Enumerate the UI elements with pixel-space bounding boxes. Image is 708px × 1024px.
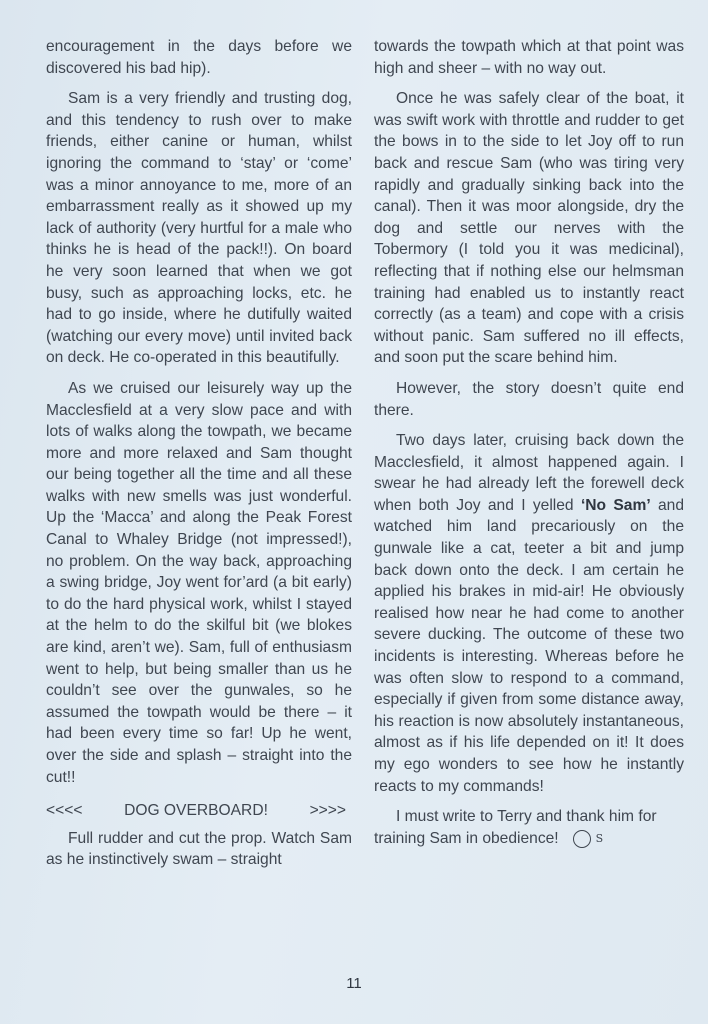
paragraph: However, the story doesn’t quite end there. (374, 379, 684, 419)
section-heading (46, 800, 352, 822)
left-column (46, 36, 352, 871)
bold-quote: ‘No Sam’ (580, 496, 651, 514)
end-mark-icon: S (573, 830, 591, 848)
paragraph-text: Two days later, cruising back down the Macclesfield, it almost happened again. I swear he had already left the forewell deck when both Joy and I yelled (374, 432, 684, 514)
heading-right-chevrons: >>>> (309, 802, 346, 820)
heading-text: DOG OVERBOARD! (124, 802, 268, 820)
paragraph: encouragement in the days before we discovered his bad hip). (46, 38, 352, 77)
paragraph-text: I must write to Terry and thank him for training Sam in obedience! (374, 808, 657, 847)
heading-left-chevrons: <<<< (46, 802, 83, 820)
paragraph: towards the towpath which at that point was high and sheer – with no way out. (374, 38, 684, 77)
right-column (374, 36, 684, 849)
paragraph (374, 806, 684, 849)
paragraph: Once he was safely clear of the boat, it was swift work with throttle and rudder to get the bows in to the side to let Joy off to run back and rescue Sam (who was tiring very rapidly and gradually sinking back into the canal). Then it was moor alongside, dry the dog and settle our nerves with the Tobermory (I told you it was medicinal), reflecting that if nothing else our helmsman training had enabled us to instantly react correctly (as a team) and cope with a crisis without panic. Sam suffered no ill effects, and soon put the scare behind him. (374, 90, 684, 367)
paragraph: As we cruised our leisurely way up the Macclesfield at a very slow pace and with lots of walks along the towpath, we became more and more relaxed and Sam thought our being together all the time and all these walks with new smells was just wonderful. Up the ‘Macca’ and along the Peak Forest Canal to Whaley Bridge (not impressed!), no problem. On the way back, approaching a swing bridge, Joy went for’ard (a bit early) to do the hard physical work, whilst I stayed at the helm to do the skilful bit (we blokes are kind, aren’t we). Sam, full of enthusiasm went to help, but being smaller than us he couldn’t see over the gunwales, so he assumed the towpath would be there – it had been every time so far! Up he went, over the side and splash – straight into the cut!! (46, 379, 352, 786)
paragraph-text: and watched him land precariously on the gunwale like a cat, teeter a bit and jump back down onto the deck. I am certain he applied his brakes in mid-air! He obviously realised how near he had come to another severe ducking. The outcome of these two incidents is interesting. Whereas before he was often slow to respond to a command, especially if given from some distance away, his reaction is now absolutely instantaneous, almost as if his life depended on it! It does my ego wonders to see how he instantly reacts to my commands! (374, 496, 684, 795)
page-number: 11 (346, 975, 362, 992)
paragraph: Full rudder and cut the prop. Watch Sam as he instinctively swam – straight (46, 829, 352, 869)
paragraph (374, 430, 684, 797)
paragraph: Sam is a very friendly and trusting dog, and this tendency to rush over to make friends, either canine or human, whilst ignoring the command to ‘stay’ or ‘come’ was a minor annoyance to me, more of an embarrassment really as it showed up my lack of authority (very hurtful for a male who thinks he is head of the pack!!). On board he very soon learned that when we got busy, such as approaching locks, etc. he had to go inside, where he dutifully waited (watching our every move) until invited back on deck. He co-operated in this beautifully. (46, 90, 352, 367)
